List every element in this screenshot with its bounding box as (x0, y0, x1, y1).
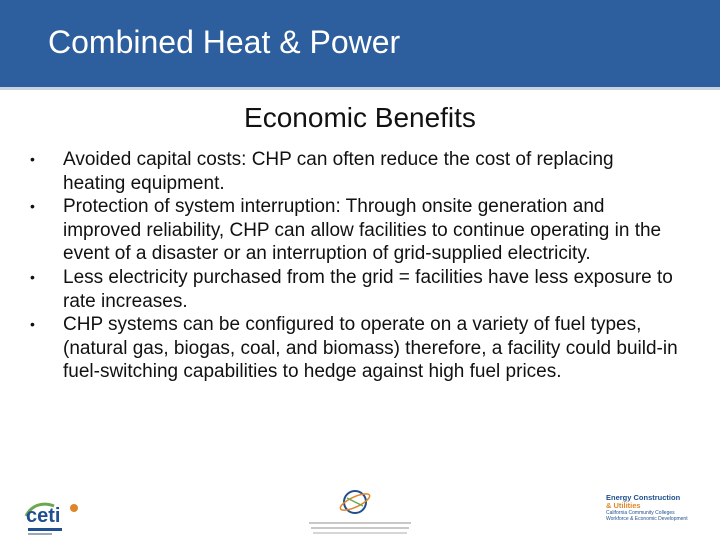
globe-emblem-logo-icon (305, 486, 415, 538)
bullet-item (30, 195, 680, 266)
bullet-item (30, 266, 680, 313)
title-bar (0, 0, 720, 90)
logo-line: & Utilities (606, 501, 641, 510)
svg-text:ceti: ceti (26, 505, 61, 527)
ceti-logo-icon (22, 496, 92, 538)
bullet-text: Avoided capital costs: CHP can often reduce the cost of replacing heating equipment. (63, 149, 614, 194)
bullet-icon: • (30, 198, 35, 215)
slide-title: Combined Heat & Power (48, 24, 401, 60)
bullet-text: Protection of system interruption: Through onsite generation and improved reliability, CHP can allow facilities to continue operating in the event of a disaster or an interruption of grid-supplied electricity. (63, 196, 662, 265)
bullet-icon: • (30, 151, 35, 167)
bullet-text: CHP systems can be configured to operate on a variety of fuel types, (natural gas, biogas, coal, and biomass) therefore, a facility could build-in fuel-switching capabilities to hedge against high fuel prices. (63, 314, 678, 383)
bullet-text: Less electricity purchased from the grid = facilities have less exposure to rate increases. (63, 266, 673, 312)
energy-construction-logo (606, 494, 716, 538)
logo-line: Energy Construction (606, 493, 681, 502)
footer (0, 480, 720, 540)
bullet-list (30, 148, 680, 384)
slide-subtitle: Economic Benefits (244, 102, 476, 133)
logo-line: Workforce & Economic Development (606, 516, 688, 522)
bullet-icon: • (30, 268, 35, 285)
bullet-item (30, 148, 680, 195)
bullet-icon: • (30, 316, 35, 333)
bullet-item (30, 313, 680, 384)
logo-line: California Community Colleges (606, 510, 675, 516)
